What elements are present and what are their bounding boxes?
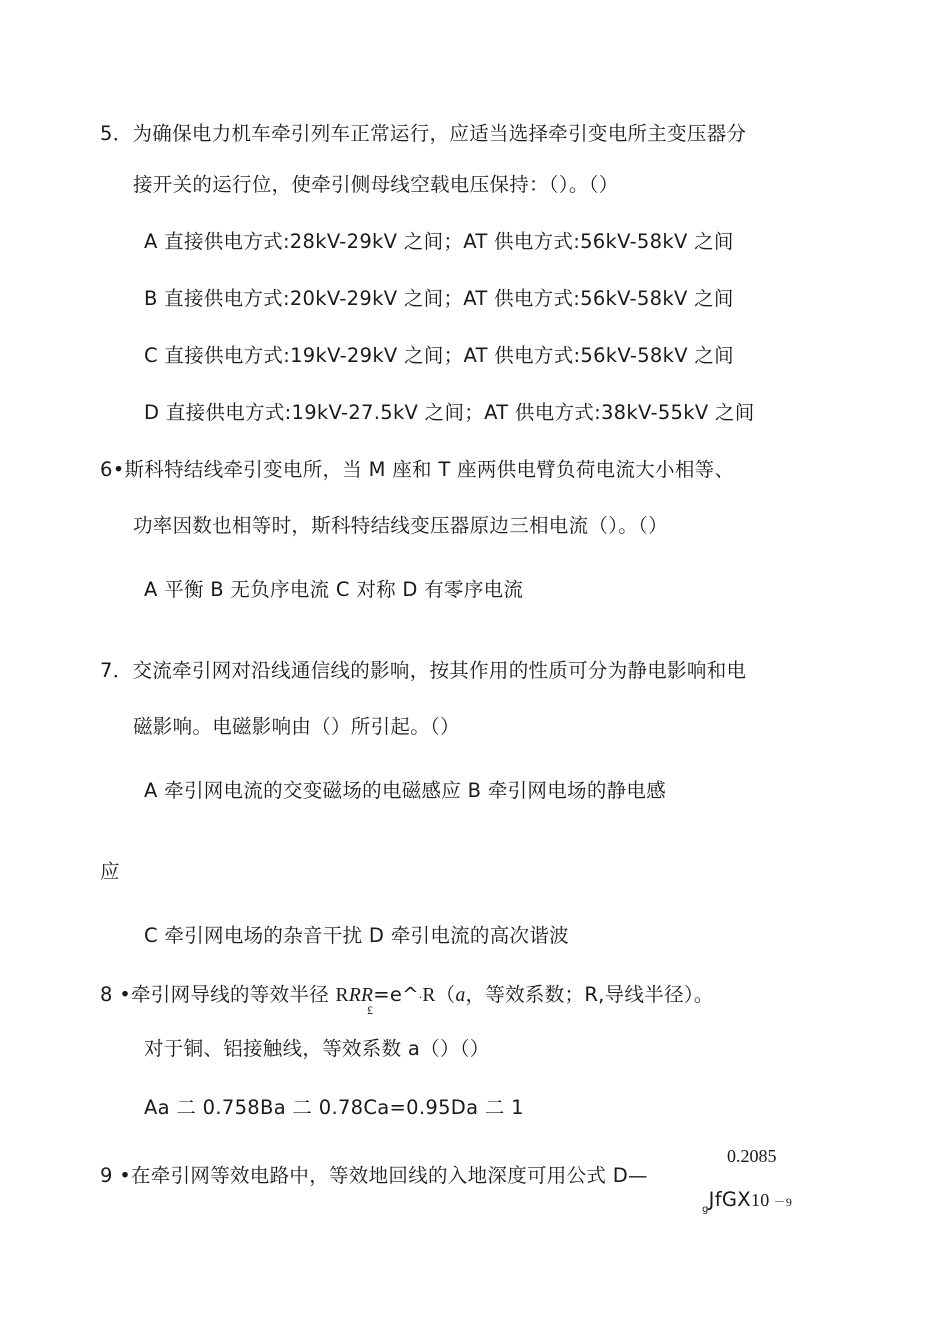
q8-formula-r: R xyxy=(335,985,349,1006)
q7-stem-line1: 7．交流牵引网对沿线通信线的影响，按其作用的性质可分为静电影响和电 xyxy=(100,659,747,682)
q5-option-d: D 直接供电方式:19kV-27.5kV 之间；AT 供电方式:38kV-55kV 之间 xyxy=(144,401,755,424)
q5-stem-line1: 5．为确保电力机车牵引列车正常运行，应适当选择牵引变电所主变压器分 xyxy=(100,122,747,145)
q6-stem-line1: 6•斯科特结线牵引变电所，当 M 座和 T 座两供电臂负荷电流大小相等、 xyxy=(100,458,735,481)
q8-formula-a: a xyxy=(455,985,466,1006)
q8-stem-line1 xyxy=(100,985,714,1006)
q9-den-subscript: g xyxy=(702,1204,709,1215)
q8-formula-dot: · xyxy=(418,993,423,1004)
q5-option-b: B 直接供电方式:20kV-29kV 之间；AT 供电方式:56kV-58kV 之间 xyxy=(144,287,734,310)
q8-stem-line2: 对于铜、铝接触线，等效系数 a（）（） xyxy=(144,1037,490,1060)
q5-option-c: C 直接供电方式:19kV-29kV 之间；AT 供电方式:56kV-58kV 之间 xyxy=(144,344,734,367)
q5-stem-line2: 接开关的运行位，使牵引侧母线空载电压保持：（）。（） xyxy=(133,173,619,196)
q9-den-main: JfGX xyxy=(708,1188,751,1211)
q9-formula-numerator: 0.2085 xyxy=(727,1146,777,1166)
q7-options-ab: A 牵引网电流的交变磁场的电磁感应 B 牵引网电场的静电感 xyxy=(144,779,667,802)
q8-formula-eq: =e^ xyxy=(373,983,419,1006)
q8-formula-r2: R xyxy=(422,985,436,1006)
q5-option-a: A 直接供电方式:28kV-29kV 之间；AT 供电方式:56kV-58kV 之间 xyxy=(144,230,734,253)
q9-den-sup: －9 xyxy=(773,1195,793,1209)
q8-options: Aa 二 0.758Ba 二 0.78Ca=0.95Da 二 1 xyxy=(144,1096,524,1119)
q6-stem-line2: 功率因数也相等时，斯科特结线变压器原边三相电流（）。（） xyxy=(133,514,668,537)
q8-stem-prefix: 8 •牵引网导线的等效半径 xyxy=(100,983,336,1006)
q7-stem-line2: 磁影响。电磁影响由（）所引起。（） xyxy=(133,715,460,738)
q9-den-exp: 10 xyxy=(750,1190,770,1210)
q8-formula-paren: （ xyxy=(435,983,456,1006)
q7-options-ab-cont: 应 xyxy=(100,860,120,883)
q9-stem: 9 •在牵引网等效电路中，等效地回线的入地深度可用公式 D— xyxy=(100,1164,648,1187)
q8-formula-rr: RR xyxy=(348,985,374,1006)
q8-formula-subscript: £ xyxy=(367,1003,373,1017)
q8-stem-suffix: ，等效系数；R,导线半径）。 xyxy=(465,983,714,1006)
q9-formula-denominator xyxy=(702,1190,792,1215)
q7-options-cd: C 牵引网电场的杂音干扰 D 牵引电流的高次谐波 xyxy=(144,924,569,947)
q6-options: A 平衡 B 无负序电流 C 对称 D 有零序电流 xyxy=(144,578,524,601)
